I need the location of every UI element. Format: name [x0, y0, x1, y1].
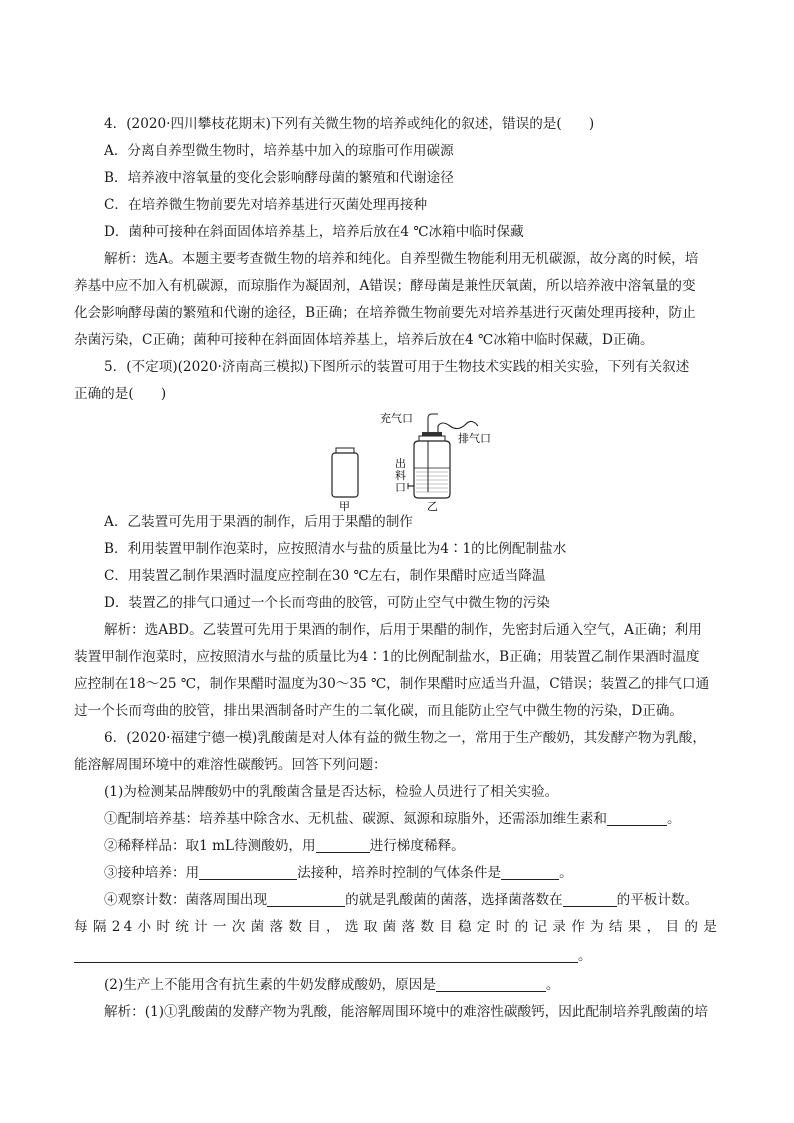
q6-step4 — [104, 891, 698, 909]
q6-step2 — [104, 837, 465, 855]
bottle-yi — [408, 414, 478, 498]
label-discharge-1: 出 — [395, 457, 406, 470]
q5-stem-line-1: 5．(不定项)(2020·济南高三模拟)下图所示的装置可用于生物技术实践的相关实验，下列有关叙述 — [104, 359, 690, 375]
q4-analysis-line-3: 化会影响酵母菌的繁殖和代谢的途径，B正确；在培养微生物前要先对培养基进行灭菌处理再接种，防止 — [74, 305, 696, 321]
q6-part2 — [104, 976, 560, 994]
q5-option-b: B．利用装置甲制作泡菜时，应按照清水与盐的质量比为4∶1的比例配制盐水 — [104, 541, 567, 557]
q6-step3-blank-2[interactable] — [501, 865, 559, 880]
q5-option-a: A．乙装置可先用于果酒的制作，后用于果醋的制作 — [104, 514, 413, 530]
q6-step2-blank[interactable] — [316, 838, 370, 853]
q6-stem-line-1: 6．(2020·福建宁德一模)乳酸菌是对人体有益的微生物之一，常用于生产酸奶，其发酵产物为乳酸， — [104, 730, 706, 746]
q6-stem-line-2: 能溶解周围环境中的难溶性碳酸钙。回答下列问题： — [74, 757, 387, 773]
label-jia: 甲 — [339, 500, 350, 512]
q6-step3-text: ③接种培养：用 — [104, 865, 200, 881]
q6-step4-blank-1[interactable] — [267, 892, 345, 907]
q6-step4-blank-3[interactable] — [74, 948, 578, 963]
label-discharge-3: 口 — [395, 481, 406, 494]
apparatus-figure — [322, 412, 502, 512]
q6-part1: (1)为检测某品牌酸奶中的乳酸菌含量是否达标，检验人员进行了相关实验。 — [104, 784, 559, 800]
q6-step4-line-2: 每隔24小时统计一次菌落数目，选取菌落数目稳定时的记录作为结果，目的是 — [74, 919, 720, 935]
label-inlet: 充气口 — [380, 412, 413, 425]
q6-step3 — [104, 864, 573, 882]
q5-analysis-line-2: 装置甲制作泡菜时，应按照清水与盐的质量比为4∶1的比例配制盐水，B正确；用装置乙制作果酒时温度 — [74, 649, 700, 665]
q6-step2-end: 进行梯度稀释。 — [369, 838, 465, 854]
q6-step3-blank-1[interactable] — [199, 865, 297, 880]
q6-step4-line3-end: 。 — [578, 948, 592, 964]
q5-analysis-line-3: 应控制在18～25 ℃，制作果醋时温度为30～35 ℃，制作果醋时应适当升温，C错误；装置乙的排气口通 — [74, 676, 710, 692]
q6-part2-text: (2)生产上不能用含有抗生素的牛奶发酵成酸奶，原因是 — [104, 977, 436, 993]
q6-step1-end: 。 — [666, 811, 681, 827]
q6-step4-mid: 的就是乳酸菌的菌落，选择菌落数在 — [345, 892, 563, 908]
q5-option-d: D．装置乙的排气口通过一个长而弯曲的胶管，可防止空气中微生物的污染 — [104, 595, 550, 611]
q6-part2-blank[interactable] — [436, 977, 546, 992]
apparatus-diagram — [322, 412, 502, 512]
q5-stem-line-2: 正确的是( ) — [74, 386, 167, 402]
q6-step1-text: ①配制培养基：培养基中除含水、无机盐、碳源、氮源和琼脂外，还需添加维生素和 — [104, 811, 607, 827]
q6-step4-line-3 — [74, 947, 592, 965]
q4-analysis-line-4: 杂菌污染，C正确；菌种可接种在斜面固体培养基上，培养后放在4 ℃冰箱中临时保藏，D正确。 — [74, 332, 654, 348]
q5-analysis-line-1: 解析：选ABD。乙装置可先用于果酒的制作，后用于果醋的制作，先密封后通入空气，A正确；利用 — [104, 622, 702, 638]
q4-option-a: A．分离自养型微生物时，培养基中加入的琼脂可作用碳源 — [104, 143, 454, 159]
label-outlet: 排气口 — [458, 432, 491, 445]
label-yi: 乙 — [427, 500, 438, 512]
bottle-jia — [332, 448, 358, 497]
q4-option-d: D．菌种可接种在斜面固体培养基上，培养后放在4 ℃冰箱中临时保藏 — [104, 224, 524, 240]
q6-step4-end: 的平板计数。 — [616, 892, 699, 908]
q5-option-c: C．用装置乙制作果酒时温度应控制在30 ℃左右，制作果醋时应适当降温 — [104, 568, 546, 584]
q6-step1-blank[interactable] — [607, 811, 667, 826]
label-discharge-2: 料 — [395, 469, 406, 482]
q4-stem: 4．(2020·四川攀枝花期末)下列有关微生物的培养或纯化的叙述，错误的是( ) — [104, 116, 595, 132]
q4-analysis-line-2: 养基中应不加入有机碳源，而琼脂作为凝固剂，A错误；酵母菌是兼性厌氧菌，所以培养液中溶氧量的变 — [74, 278, 696, 294]
q6-analysis-line-1: 解析：(1)①乳酸菌的发酵产物为乳酸，能溶解周围环境中的难溶性碳酸钙，因此配制培养乳酸菌的培 — [104, 1004, 708, 1020]
q6-step3-end: 。 — [559, 865, 573, 881]
q4-option-b: B．培养液中溶氧量的变化会影响酵母菌的繁殖和代谢途径 — [104, 170, 454, 186]
q6-step4-blank-2[interactable] — [563, 892, 617, 907]
q6-step2-text: ②稀释样品：取1 mL待测酸奶，用 — [104, 838, 316, 854]
q4-option-c: C．在培养微生物前要先对培养基进行灭菌处理再接种 — [104, 197, 428, 213]
q6-step4-text: ④观察计数：菌落周围出现 — [104, 892, 268, 908]
q6-step3-mid: 法接种，培养时控制的气体条件是 — [297, 865, 502, 881]
q6-part2-end: 。 — [545, 977, 560, 993]
q4-analysis-line-1: 解析：选A。本题主要考查微生物的培养和纯化。自养型微生物能利用无机碳源，故分离的时候，培 — [104, 251, 699, 267]
q6-step1 — [104, 810, 681, 828]
q5-analysis-line-4: 过一个长而弯曲的胶管，排出果酒制备时产生的二氧化碳，而且能防止空气中微生物的污染，D正确。 — [74, 703, 684, 719]
